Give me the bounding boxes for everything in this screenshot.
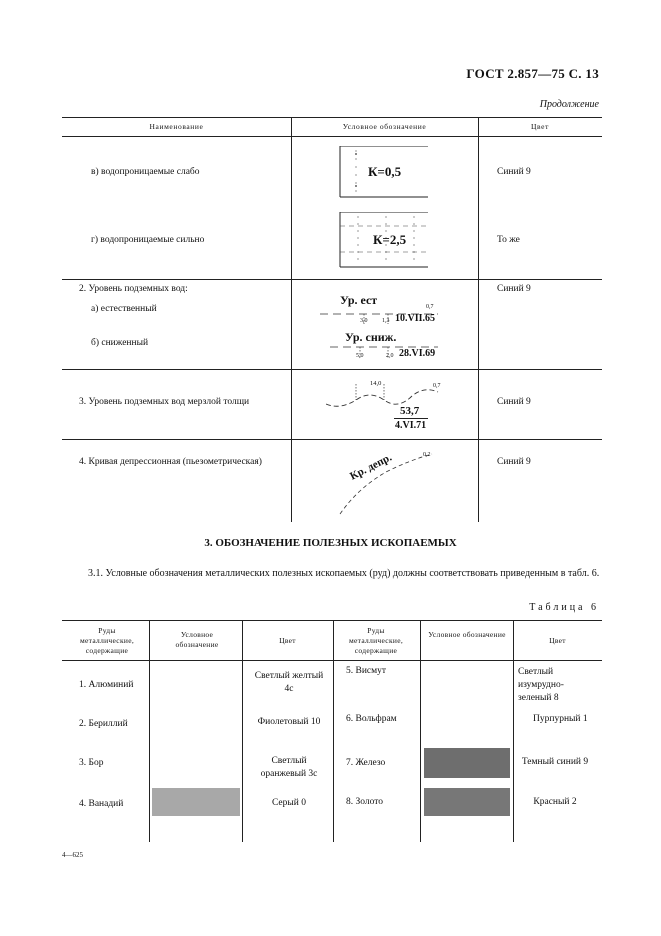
ore-color: Серый 0 bbox=[271, 798, 306, 808]
row-color: Синий 9 bbox=[497, 457, 531, 467]
swatch-fill bbox=[152, 788, 240, 816]
table1-header-color: Цвет bbox=[531, 122, 549, 131]
frozen-value: 53,7 bbox=[400, 405, 420, 417]
ore-swatch-iron bbox=[424, 748, 510, 778]
row-name: в) водопроницаемые слабо bbox=[91, 167, 200, 177]
ore-name: 8. Золото bbox=[346, 797, 384, 807]
ore-color: Светлый изумрудно-зеленый 8 bbox=[518, 667, 564, 703]
ore-name: 6. Вольфрам bbox=[346, 714, 397, 724]
table6-col-divider bbox=[149, 620, 150, 842]
ore-name: 1. Алюминий bbox=[79, 680, 134, 690]
swatch-fill bbox=[424, 788, 510, 816]
table6-header-color: Цвет bbox=[549, 636, 566, 645]
table6-col-divider bbox=[333, 620, 334, 842]
table6-header-symbol: Условное обозначение bbox=[175, 630, 219, 650]
symbol-k-value: К=2,5 bbox=[373, 232, 407, 247]
table6-top-rule bbox=[62, 620, 602, 621]
row-color: То же bbox=[497, 235, 520, 245]
level-natural-small-a: 3,0 bbox=[360, 318, 368, 324]
row-name: 2. Уровень подземных вод: bbox=[79, 284, 188, 294]
table1-top-rule bbox=[62, 117, 602, 118]
ore-color: Темный синий 9 bbox=[521, 757, 589, 767]
frozen-small-num: 0,7 bbox=[433, 383, 441, 389]
page-header: ГОСТ 2.857—75 С. 13 bbox=[466, 66, 599, 81]
continuation-label: Продолжение bbox=[539, 99, 599, 110]
table6-col-divider bbox=[420, 620, 421, 842]
table1-col-divider bbox=[291, 117, 292, 522]
table6-header-color: Цвет bbox=[279, 636, 296, 645]
frozen-top-depth: 14,0 bbox=[370, 380, 382, 387]
table6-header-ores: Руды металлические, содержащие bbox=[79, 626, 134, 656]
frozen-level-symbol bbox=[326, 382, 446, 412]
ore-color: Фиолетовый 10 bbox=[257, 717, 321, 727]
row-name: 3. Уровень подземных вод мерзлой толщи bbox=[79, 397, 250, 407]
table1-row-rule bbox=[62, 279, 602, 280]
level-natural-small-b: 1,3 bbox=[382, 318, 390, 324]
ore-name: 7. Железо bbox=[346, 758, 386, 768]
table1-header-name: Наименование bbox=[149, 122, 204, 131]
frozen-fraction-line bbox=[394, 418, 428, 419]
section-paragraph: 3.1. Условные обозначения металлических полезных ископаемых (руд) должны соответствовать приведенным в табл. 6. bbox=[88, 568, 600, 579]
table1-row-rule bbox=[62, 369, 602, 370]
table6-header-symbol: Условное обозначение bbox=[428, 630, 506, 639]
ore-color: Светлый оранжевый 3с bbox=[260, 756, 318, 779]
table1-header-rule bbox=[62, 136, 602, 137]
table6-col-divider bbox=[242, 620, 243, 842]
ore-name: 2. Бериллий bbox=[79, 719, 128, 729]
ore-name: 3. Бор bbox=[79, 758, 104, 768]
row-color: Синий 9 bbox=[497, 284, 531, 294]
frozen-date: 4.VI.71 bbox=[395, 420, 427, 431]
level-natural-label: Ур. ест bbox=[340, 293, 378, 307]
ore-color: Пурпурный 1 bbox=[533, 714, 588, 724]
table6-header-rule bbox=[62, 660, 602, 661]
row-color: Синий 9 bbox=[497, 167, 531, 177]
ore-color: Красный 2 bbox=[533, 797, 577, 807]
table6-header-ores: Руды металлические, содержащие bbox=[348, 626, 403, 656]
page-footer: 4—625 bbox=[62, 851, 83, 859]
level-lowered-label: Ур. сниж. bbox=[345, 330, 397, 344]
table1-header-symbol: Условное обозначение bbox=[342, 122, 427, 131]
depression-label: Кр. депр. bbox=[348, 451, 394, 483]
table-label: Таблица 6 bbox=[529, 602, 599, 613]
ore-color: Светлый желтый 4с bbox=[254, 671, 324, 694]
ore-swatch-gold bbox=[424, 788, 510, 816]
level-lowered-small-a: 5,0 bbox=[356, 353, 364, 359]
table1-row-rule bbox=[62, 439, 602, 440]
section-title: 3. ОБОЗНАЧЕНИЕ ПОЛЕЗНЫХ ИСКОПАЕМЫХ bbox=[204, 537, 457, 549]
swatch-fill bbox=[424, 748, 510, 778]
depression-num: 0,2 bbox=[423, 452, 431, 458]
ore-name: 5. Висмут bbox=[346, 666, 387, 676]
row-name: 4. Кривая депрессионная (пьезометрическая) bbox=[79, 457, 262, 467]
row-color: Синий 9 bbox=[497, 397, 531, 407]
level-natural-depth: 0,7 bbox=[426, 304, 434, 310]
level-lowered-small-b: 2,0 bbox=[386, 353, 394, 359]
table1-col-divider bbox=[478, 117, 479, 522]
level-lowered-date: 28.VI.69 bbox=[399, 348, 436, 359]
level-natural-date: 10.VII.65 bbox=[395, 313, 436, 324]
row-subitem: а) естественный bbox=[91, 304, 157, 314]
frozen-water-curve-icon bbox=[326, 382, 446, 412]
ore-name: 4. Ванадий bbox=[79, 799, 124, 809]
table6-col-divider bbox=[513, 620, 514, 842]
row-name: г) водопроницаемые сильно bbox=[91, 235, 205, 245]
ore-swatch-vanadium bbox=[152, 788, 240, 816]
row-subitem: б) сниженный bbox=[91, 338, 149, 348]
symbol-k-value: К=0,5 bbox=[368, 164, 402, 179]
